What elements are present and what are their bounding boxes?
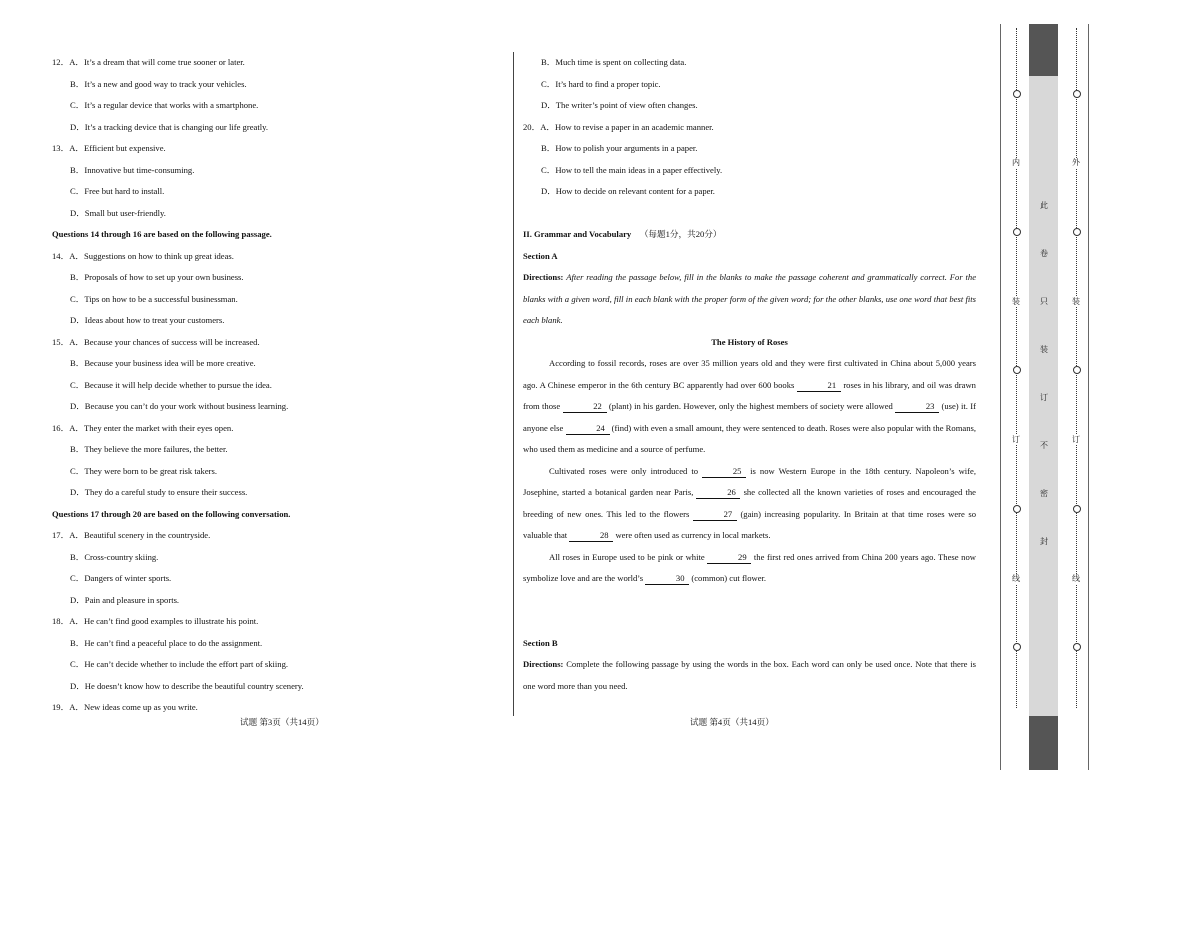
binding-circle bbox=[1013, 505, 1021, 513]
question-option: C．Because it will help decide whether to pursue the idea. bbox=[70, 379, 272, 390]
blank-30[interactable]: 30 bbox=[645, 572, 689, 585]
question-option: C．Free but hard to install. bbox=[70, 186, 165, 196]
binding-circle bbox=[1013, 643, 1021, 651]
question-option: 17．A．Beautiful scenery in the countryside. bbox=[52, 530, 211, 540]
binding-bar-char: 不 bbox=[1040, 441, 1048, 450]
blank-25[interactable]: 25 bbox=[702, 465, 746, 478]
right-column bbox=[523, 52, 976, 697]
question-option: B．How to polish your arguments in a paper. bbox=[541, 143, 698, 153]
binding-border-right bbox=[1088, 24, 1089, 770]
question-option: D．He doesn’t know how to describe the beautiful country scenery. bbox=[70, 680, 304, 691]
question-option: D．Pain and pleasure in sports. bbox=[70, 594, 180, 605]
inner-binding-char: 装 bbox=[1012, 297, 1020, 306]
question-option: 12．A．It’s a dream that will come true sooner or later. bbox=[52, 57, 245, 67]
blank-24[interactable]: 24 bbox=[566, 422, 610, 435]
inner-binding-char: 订 bbox=[1012, 435, 1020, 444]
inner-binding-char: 内 bbox=[1012, 158, 1020, 167]
question-option: 19．A．New ideas come up as you write. bbox=[52, 702, 198, 712]
question-options-list bbox=[523, 52, 976, 203]
page-footer-left: 试题 第3页（共14页） bbox=[240, 717, 324, 727]
question-option: B．It’s a new and good way to track your vehicles. bbox=[70, 78, 247, 89]
binding-circle bbox=[1073, 90, 1081, 98]
question-option: D．How to decide on relevant content for a paper. bbox=[541, 186, 715, 196]
outer-binding-char: 线 bbox=[1072, 574, 1080, 583]
blank-21[interactable]: 21 bbox=[797, 379, 841, 392]
section-a-title: Section A bbox=[523, 250, 558, 261]
question-option: D．It’s a tracking device that is changing our life greatly. bbox=[70, 121, 268, 132]
binding-circle bbox=[1073, 366, 1081, 374]
section-b-title: Section B bbox=[523, 637, 558, 648]
question-option: C．He can’t decide whether to include the effort part of skiing. bbox=[70, 659, 289, 669]
binding-bar-top-block bbox=[1029, 24, 1058, 76]
question-option: C．Dangers of winter sports. bbox=[70, 573, 172, 583]
question-option: C．It’s hard to find a proper topic. bbox=[541, 78, 661, 89]
binding-bar-char: 此 bbox=[1040, 201, 1048, 210]
question-option: B．Much time is spent on collecting data. bbox=[541, 57, 687, 67]
binding-bar-char: 封 bbox=[1040, 537, 1048, 546]
binding-circle bbox=[1013, 228, 1021, 236]
binding-circle bbox=[1073, 643, 1081, 651]
question-option: C．How to tell the main ideas in a paper effectively. bbox=[541, 164, 723, 175]
left-column bbox=[52, 52, 502, 719]
binding-bar-char: 卷 bbox=[1040, 249, 1048, 258]
column-divider bbox=[513, 52, 514, 716]
passage-title: The History of Roses bbox=[711, 336, 788, 347]
binding-bar-char: 订 bbox=[1040, 393, 1048, 402]
outer-binding-char: 装 bbox=[1072, 297, 1080, 306]
question-option: 14．A．Suggestions on how to think up great ideas. bbox=[52, 250, 234, 261]
inner-binding-char: 线 bbox=[1012, 574, 1020, 583]
question-option: D．The writer’s point of view often changes. bbox=[541, 100, 698, 110]
section-a-directions: Directions: After reading the passage below, fill in the blanks to make the passage coherent and grammatically correct. For the blanks with a given word, fill in each blank with the proper form of the given word; for the other blanks, use one word that best fits each blank. bbox=[523, 272, 977, 325]
section-heading: II. Grammar and Vocabulary （每题1分，共20分） bbox=[523, 229, 722, 239]
section-b-directions: Directions: Complete the following passage by using the words in the box. Each word can only be used once. Note that there is one word more than you need. bbox=[523, 659, 976, 691]
question-option: 13．A．Efficient but expensive. bbox=[52, 143, 166, 153]
question-option: B．Cross-country skiing. bbox=[70, 551, 159, 562]
blank-27[interactable]: 27 bbox=[693, 508, 737, 521]
outer-binding-char: 外 bbox=[1072, 158, 1080, 167]
blank-22[interactable]: 22 bbox=[563, 400, 607, 413]
question-option: 16．A．They enter the market with their eyes open. bbox=[52, 422, 234, 433]
question-option: B．They believe the more failures, the better. bbox=[70, 444, 228, 454]
question-option: B．Innovative but time-consuming. bbox=[70, 164, 195, 175]
binding-bar-bottom-block bbox=[1029, 716, 1058, 770]
passage-paragraph-1: According to fossil records, roses are over 35 million years old and they were first cultivated in China about 5,000 years ago. A Chinese emperor in the 6th century BC apparently had over 600 books 21 roses in his library, and oil was drawn from those 22 (plant) in his garden. However, only the highest members of society were allowed 23 (use) it. If anyone else 24 (find) with even a small amount, they were sentenced to death. Roses were also popular with the Romans, who used them as medicine and a source of perfume. bbox=[523, 358, 976, 454]
question-option: D．Small but user-friendly. bbox=[70, 207, 166, 218]
binding-circle bbox=[1073, 505, 1081, 513]
question-option: C．Tips on how to be a successful businessman. bbox=[70, 293, 238, 304]
question-option: B．He can’t find a peaceful place to do the assignment. bbox=[70, 637, 263, 648]
question-option: 20．A．How to revise a paper in an academic manner. bbox=[523, 121, 714, 132]
blank-26[interactable]: 26 bbox=[696, 486, 740, 499]
question-option: C．They were born to be great risk takers. bbox=[70, 465, 218, 476]
questions-group-heading: Questions 14 through 16 are based on the following passage. bbox=[52, 229, 272, 239]
binding-circle bbox=[1013, 366, 1021, 374]
blank-23[interactable]: 23 bbox=[895, 400, 939, 413]
question-option: 15．A．Because your chances of success will be increased. bbox=[52, 336, 260, 347]
binding-bar-char: 密 bbox=[1040, 489, 1048, 498]
question-option: B．Because your business idea will be more creative. bbox=[70, 358, 256, 368]
passage-paragraph-3: All roses in Europe used to be pink or white 29 the first red ones arrived from China 200 years ago. These now symbolize love and are the world’s 30 (common) cut flower. bbox=[523, 551, 976, 583]
question-option: C．It’s a regular device that works with a smartphone. bbox=[70, 100, 259, 110]
page-footer-right: 试题 第4页（共14页） bbox=[690, 717, 774, 727]
binding-circle bbox=[1073, 228, 1081, 236]
outer-binding-char: 订 bbox=[1072, 435, 1080, 444]
questions-group-heading: Questions 17 through 20 are based on the following conversation. bbox=[52, 508, 291, 519]
question-option: D．Because you can’t do your work without business learning. bbox=[70, 401, 289, 411]
question-option: 18．A．He can’t find good examples to illustrate his point. bbox=[52, 616, 259, 626]
blank-29[interactable]: 29 bbox=[707, 551, 751, 564]
question-option: D．Ideas about how to treat your customers. bbox=[70, 315, 225, 325]
question-option: B．Proposals of how to set up your own business. bbox=[70, 272, 244, 282]
binding-bar-char: 只 bbox=[1040, 297, 1048, 306]
binding-circle bbox=[1013, 90, 1021, 98]
binding-bar-char: 装 bbox=[1040, 345, 1048, 354]
binding-border-left bbox=[1000, 24, 1001, 770]
passage-paragraph-2: Cultivated roses were only introduced to 25 is now Western Europe in the 18th century. Napoleon’s wife, Josephine, started a botanical garden near Paris, 26 she collected all the known varieties of roses and encouraged the breeding of new ones. This led to the flowers 27 (gain) increasing popularity. In Britain at that time roses were so valuable that 28 were often used as currency in local markets. bbox=[523, 465, 977, 540]
question-option: D．They do a careful study to ensure their success. bbox=[70, 487, 248, 497]
blank-28[interactable]: 28 bbox=[569, 529, 613, 542]
